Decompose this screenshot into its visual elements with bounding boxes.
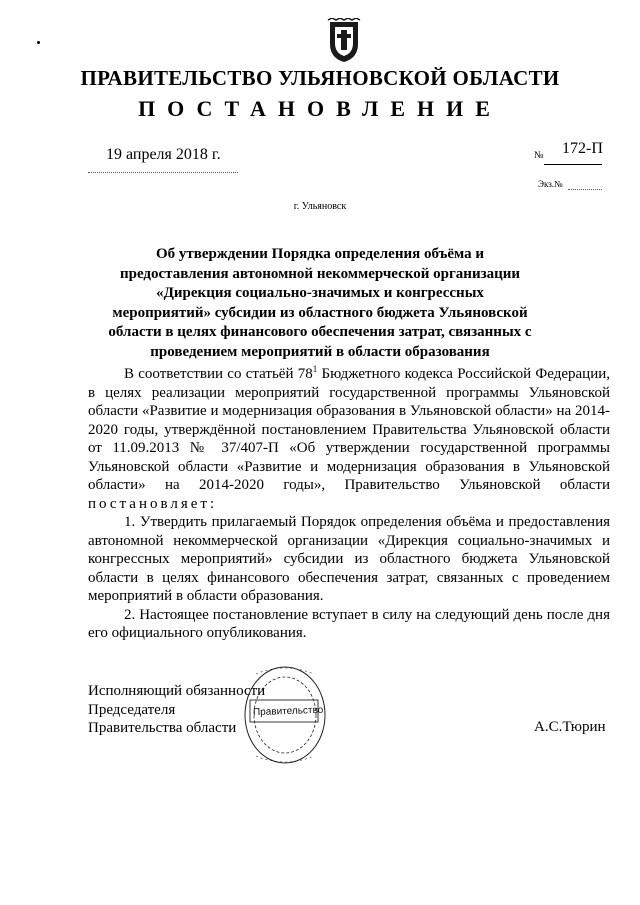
document-subject: Об утверждении Порядка определения объёма и предоставления автономной некоммерческой организации «Дирекция социально-значимых и конгрессных мероприятий» субсидии из областного бюджета Ульяновской области в целях финансового обеспечения затрат, связанных с проведением мероприятий в области образования	[108, 246, 532, 360]
signatory-line-1: Исполняющий обязанности	[88, 683, 266, 699]
clause-1: 1. Утвердить прилагаемый Порядок определения объёма и предоставления автономной некоммерческой организации «Дирекция социально-значимых и конгрессных мероприятий» субсидии из областного бюджета Ульяновской области в целях финансового обеспечения затрат, связанных с проведением мероприятий в области образования.	[88, 514, 610, 604]
official-stamp	[238, 660, 332, 770]
document-type-heading: ПОСТАНОВЛЕНИЕ	[138, 96, 502, 121]
signatory-line-3: Правительства области	[88, 720, 237, 736]
intro-paragraph	[88, 365, 610, 513]
document-body	[88, 365, 610, 643]
city-label: г. Ульяновск	[293, 201, 347, 212]
intro-text-part1: В соответствии со статьёй 78	[124, 366, 313, 382]
clause-2: 2. Настоящее постановление вступает в силу на следующий день после дня его официального опубликования.	[88, 606, 610, 641]
government-title: ПРАВИТЕЛЬСТВО УЛЬЯНОВСКОЙ ОБЛАСТИ	[80, 66, 560, 90]
copy-number-label: Экз.№	[538, 179, 563, 189]
number-value: 172-П	[562, 140, 603, 157]
signatory-line-2: Председателя	[88, 701, 176, 718]
document-date: 19 апреля 2018 г.	[106, 146, 221, 163]
scan-dot	[37, 41, 40, 44]
date-underline	[88, 172, 238, 173]
coat-of-arms-icon	[326, 18, 362, 64]
copy-number-line	[568, 189, 602, 190]
number-underline	[544, 164, 602, 165]
document-number	[534, 140, 604, 166]
decree-word: постановляет:	[88, 495, 218, 512]
stamp-text: Правительство	[252, 704, 324, 719]
number-sign: №	[534, 150, 544, 161]
intro-text-part2: Бюджетного кодекса Российской Федерации, в целях реализации мероприятий государственной программы Ульяновской области «Развитие и модернизация образования в Ульяновской области» на 2014-2020 годы, утверждённой постановлением Правительства Ульяновской области от 11.09.2013 № 37/407-П «Об утверждении государственной программы Ульяновской области «Развитие и модернизация образования в Ульяновской области» на 2014-2020 годы», Правительство Ульяновской области	[88, 366, 611, 493]
intro-superscript: 1	[312, 364, 318, 374]
signatory-name: А.С.Тюрин	[534, 719, 606, 735]
